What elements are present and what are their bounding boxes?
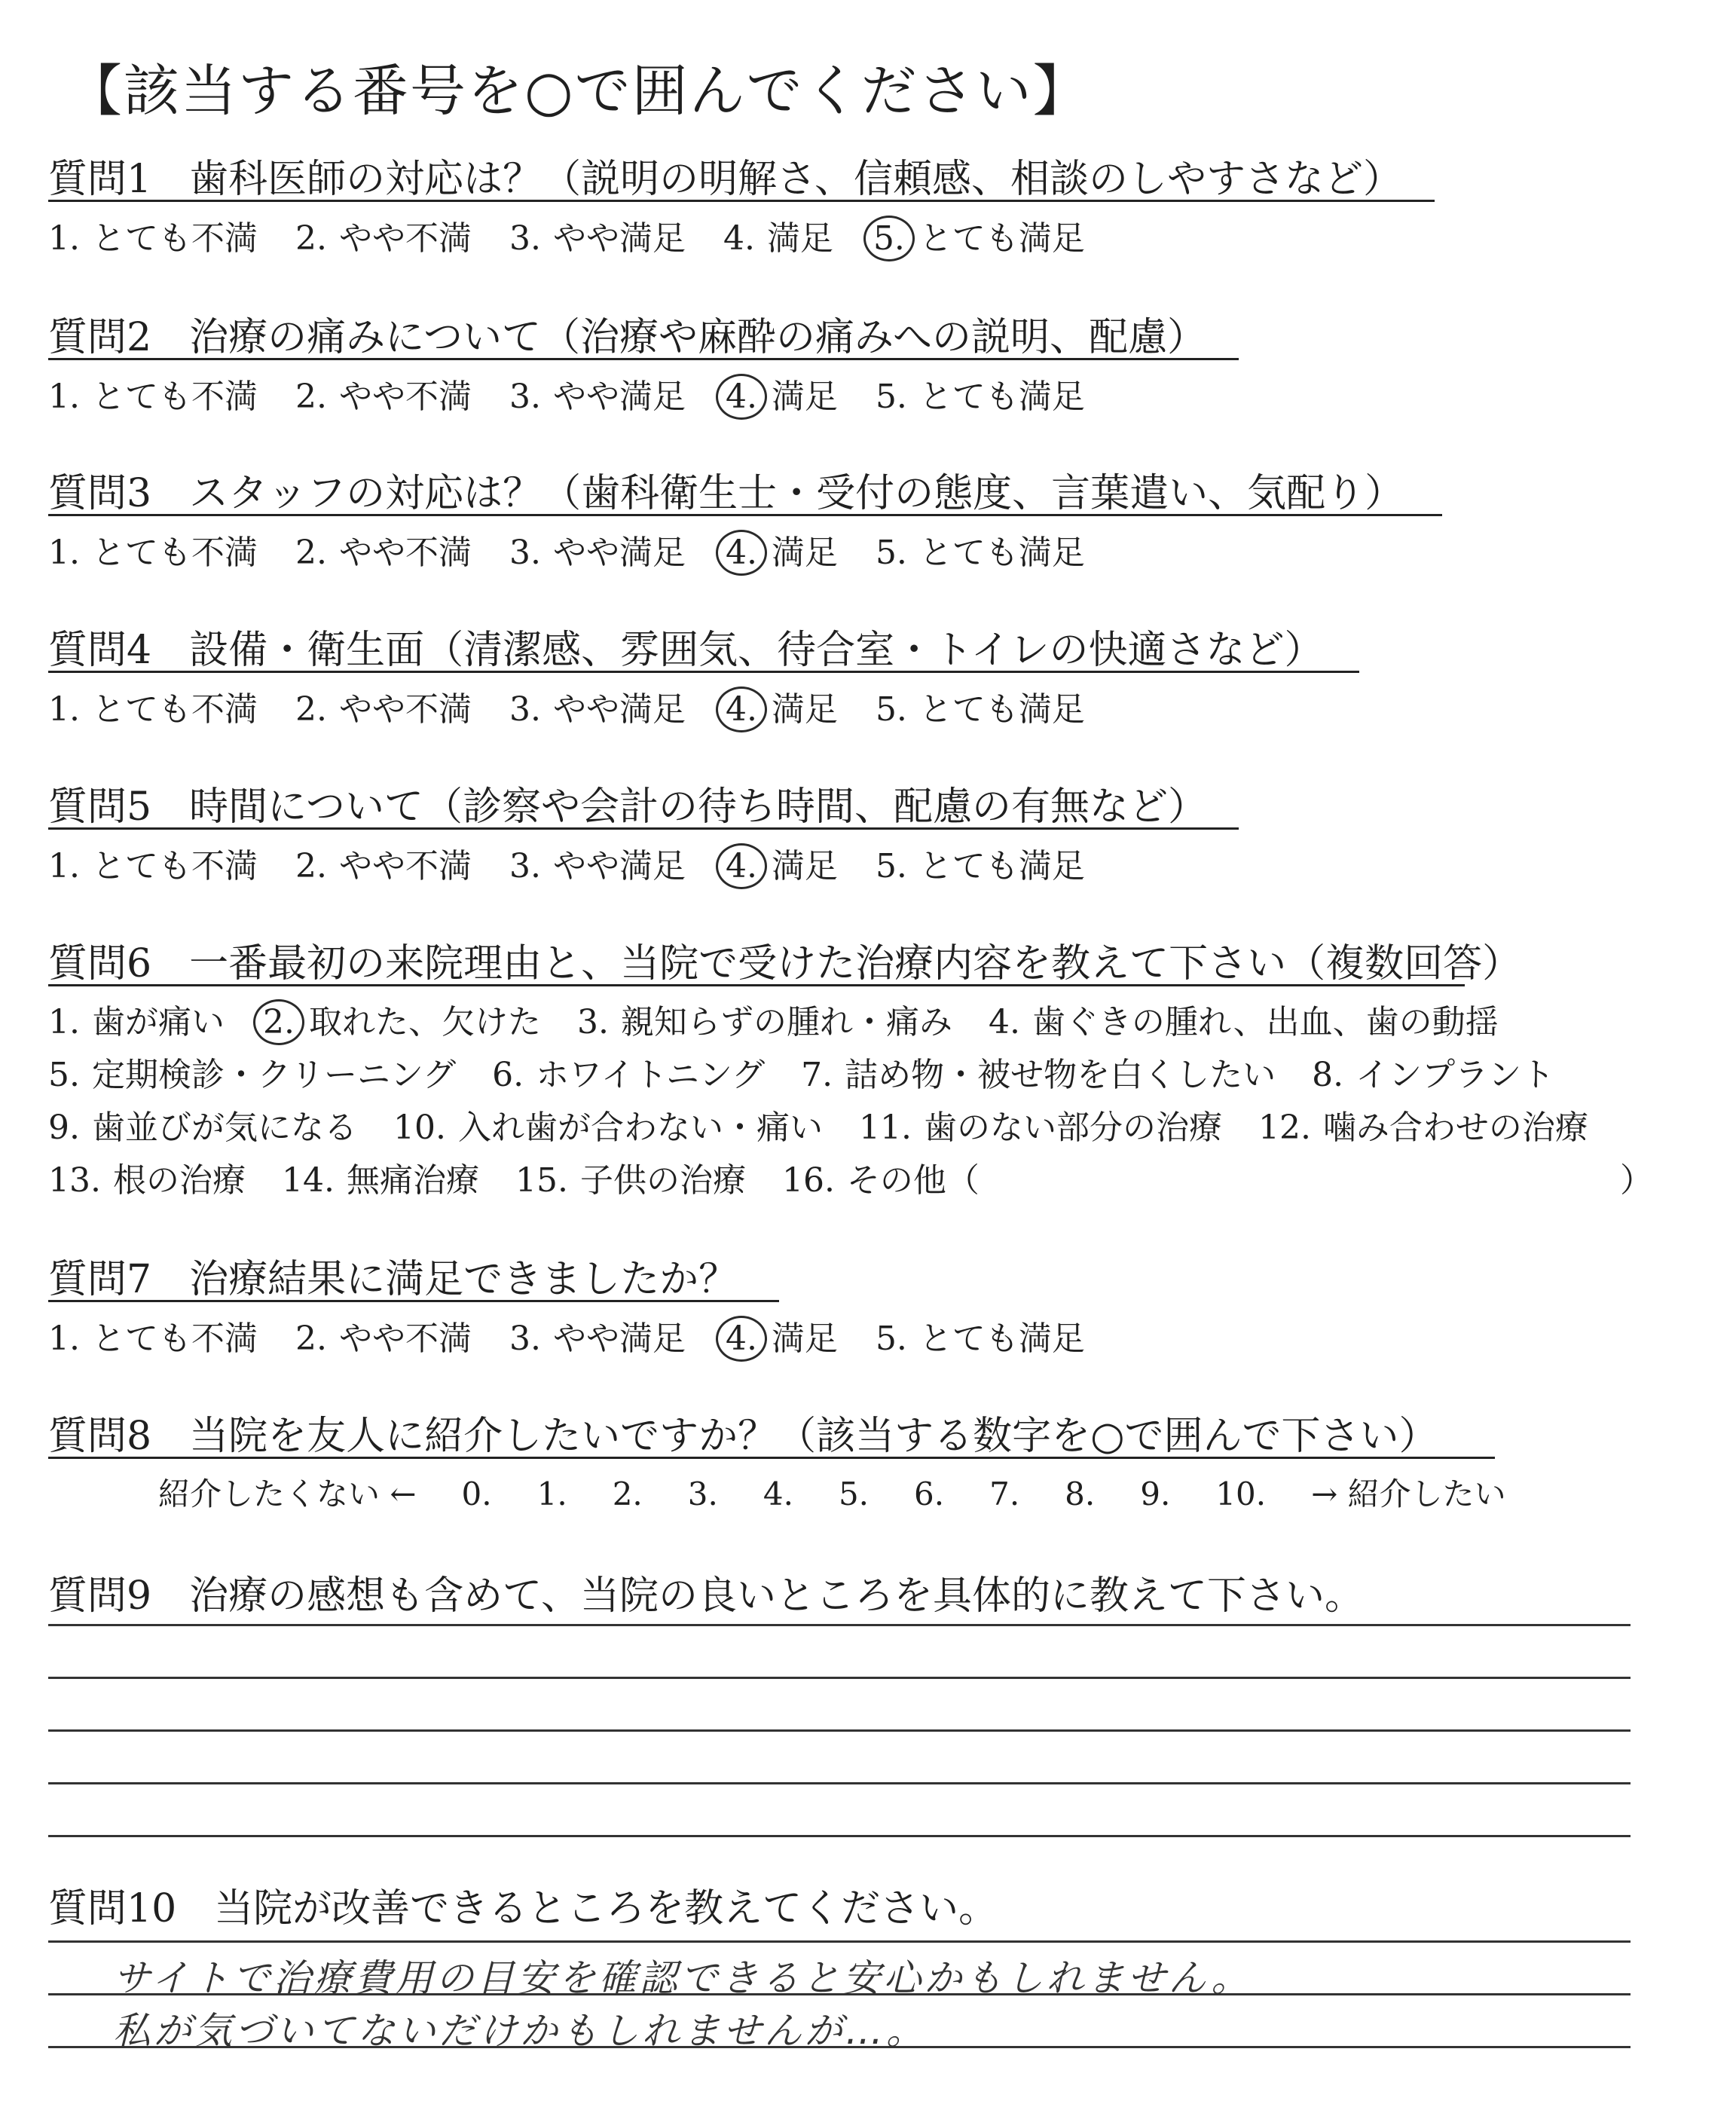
rating-option-3[interactable] [509,682,686,730]
answer-line[interactable] [48,1835,1631,1837]
question-label: 質問9 [48,1573,152,1619]
rating-options-4 [48,682,1123,732]
option-label: やや不満 [338,690,472,729]
question-underline [48,984,1465,986]
question-label: 質問4 [48,628,152,673]
option-number: 3. [509,378,541,416]
option-label: やや不満 [338,534,472,572]
scale-option-3[interactable]: 3. [687,1475,718,1512]
question-2-heading [48,305,1206,362]
option-label: とても不満 [91,847,258,885]
rating-option-5[interactable] [876,839,1085,887]
q6-option-10[interactable] [393,1100,823,1148]
option-label: 親知らずの腫れ・痛み [620,1003,952,1041]
rating-options-5 [48,839,1123,889]
answer-line[interactable] [48,1940,1631,1943]
answer-line[interactable] [48,1729,1631,1732]
rating-option-5[interactable] [871,211,1085,261]
selected-number-circle: 4. [716,530,767,576]
option-label: やや満足 [552,534,686,572]
scale-option-9[interactable]: 9. [1140,1475,1171,1512]
option-number: 15. [515,1161,568,1200]
q6-option-3[interactable] [577,995,952,1043]
handwritten-answer-line-1: サイトで治療費用の目安を確認できると安心かもしれません。 [113,1956,1252,2000]
option-label: やや不満 [338,378,472,416]
scale-right-label: → 紹介したい [1311,1475,1506,1512]
option-label: とても満足 [918,1320,1085,1358]
option-label: とても満足 [918,219,1085,258]
scale-option-2[interactable]: 2. [612,1475,643,1512]
rating-option-5[interactable] [876,1311,1085,1359]
option-number: 2. [295,690,327,729]
q6-options-row [48,1100,1624,1148]
option-label: やや満足 [552,378,686,416]
question-label: 質問6 [48,941,152,986]
rating-option-2[interactable] [295,682,472,730]
answer-line[interactable] [48,1677,1631,1679]
question-text: スタッフの対応は？（歯科衛生士・受付の態度、言葉遣い、気配り） [189,471,1404,516]
option-label: やや不満 [338,219,472,258]
option-number: 1. [48,534,80,572]
selected-number-circle: 4. [716,687,767,732]
question-text: 一番最初の来院理由と、当院で受けた治療内容を教えて下さい（複数回答） [189,941,1522,986]
scale-left-label: 紹介したくない ← [158,1475,417,1512]
option-number: 3. [509,1320,541,1358]
option-label: ホワイトニング [536,1056,766,1094]
question-underline [48,671,1359,673]
rating-option-1[interactable] [48,525,258,573]
question-text: 当院を友人に紹介したいですか？（該当する数字を○で囲んで下さい） [189,1414,1438,1459]
option-number: 1. [48,690,80,729]
option-label: 無痛治療 [346,1161,479,1200]
rating-option-5[interactable] [876,525,1085,573]
rating-options-2 [48,369,1123,420]
option-number: 3. [509,219,541,258]
option-label: やや満足 [552,847,686,885]
scale-option-1[interactable]: 1. [536,1475,567,1512]
option-label: やや満足 [552,1320,686,1358]
option-number: 2. [295,219,327,258]
rating-option-4[interactable] [723,525,838,576]
rating-option-3[interactable] [509,211,686,259]
q6-options-row [48,1153,1016,1201]
option-number: 5. [48,1056,80,1094]
scale-option-7[interactable]: 7. [989,1475,1020,1512]
question-1-heading [48,147,1402,203]
option-label: 子供の治療 [579,1161,746,1200]
question-text: 治療結果に満足できましたか？ [189,1257,738,1302]
option-label: 満足 [771,378,838,416]
question-7-heading [48,1247,738,1304]
question-label: 質問3 [48,471,152,516]
scale-option-4[interactable]: 4. [763,1475,793,1512]
q6-option-16[interactable] [782,1153,980,1201]
option-label: 満足 [771,847,838,885]
option-label: とても満足 [918,847,1085,885]
option-number: 8. [1312,1056,1344,1094]
option-label: とても不満 [91,219,258,258]
question-underline [48,200,1435,202]
rating-option-4[interactable] [723,682,838,732]
rating-option-4[interactable] [723,369,838,420]
question-9-heading [48,1564,1364,1620]
question-8-heading [48,1404,1438,1460]
option-number: 5. [875,534,907,572]
option-number: 3. [509,847,541,885]
question-underline [48,827,1239,830]
option-number: 4. [988,1003,1020,1041]
option-number: 2. [295,378,327,416]
option-label: やや不満 [338,847,472,885]
option-number: 3. [509,690,541,729]
rating-option-1[interactable] [48,1311,258,1359]
scale-option-6[interactable]: 6. [914,1475,945,1512]
question-text: 設備・衛生面（清潔感、雰囲気、待合室・トイレの快適さなど） [189,628,1324,673]
rating-option-3[interactable] [509,525,686,573]
option-label: とても不満 [91,534,258,572]
option-label: 入れ歯が合わない・痛い [457,1109,823,1147]
question-text: 当院が改善できるところを教えてください。 [214,1886,998,1931]
option-number: 10. [393,1109,446,1147]
option-label: 歯ぐきの腫れ、出血、歯の動揺 [1032,1003,1499,1041]
rating-option-1[interactable] [48,682,258,730]
option-number: 14. [281,1161,335,1200]
q6-option-9[interactable] [48,1100,357,1148]
question-underline [48,1300,779,1302]
question-10-heading [48,1876,998,1933]
option-label: 歯のない部分の治療 [923,1109,1222,1147]
option-number: 1. [48,1320,80,1358]
rating-option-5[interactable] [876,682,1085,730]
question-5-heading [48,775,1207,831]
option-number: 3. [576,1003,609,1041]
scale-option-10[interactable]: 10. [1215,1475,1267,1512]
question-underline [48,1457,1495,1459]
answer-line[interactable] [48,1624,1631,1626]
q6-option-14[interactable] [282,1153,479,1201]
option-label: やや不満 [338,1320,472,1358]
question-text: 歯科医師の対応は？（説明の明解さ、信頼感、相談のしやすさなど） [189,157,1403,202]
option-number: 1. [48,378,80,416]
option-number: 1. [48,847,80,885]
option-label: 満足 [771,534,838,572]
q6-option-6[interactable] [492,1047,765,1096]
option-label: とても満足 [918,534,1085,572]
option-number: 11. [858,1109,912,1147]
option-label: 詰め物・被せ物を白くしたい [845,1056,1276,1094]
option-label: 取れた、欠けた [308,1003,541,1041]
option-number: 3. [509,534,541,572]
option-number: 5. [875,847,907,885]
option-number: 2. [295,847,327,885]
q6-option-12[interactable] [1258,1100,1588,1148]
question-underline [48,514,1442,516]
option-number: 2. [295,534,327,572]
answer-line[interactable] [48,1782,1631,1784]
q6-option-5[interactable] [48,1047,456,1096]
rating-option-1[interactable] [48,839,258,887]
rating-options-7 [48,1311,1123,1362]
option-label: やや満足 [552,690,686,729]
option-label: 満足 [771,690,838,729]
q8-scale [158,1469,1551,1515]
question-label: 質問2 [48,315,152,360]
option-number: 12. [1258,1109,1311,1147]
rating-option-5[interactable] [876,369,1085,417]
scale-option-0[interactable]: 0. [461,1475,492,1512]
option-number: 1. [48,219,80,258]
question-label: 質問5 [48,784,152,830]
option-label: 根の治療 [112,1161,246,1200]
option-number: 1. [48,1003,80,1041]
question-6-heading [48,931,1521,988]
q6-option-15[interactable] [515,1153,746,1201]
question-3-heading [48,461,1404,518]
rating-option-1[interactable] [48,211,258,259]
option-number: 5. [875,378,907,416]
question-4-heading [48,618,1324,674]
question-underline [48,358,1239,360]
q6-option-13[interactable] [48,1153,246,1201]
q6-option-4[interactable] [989,995,1499,1043]
q6-option-8[interactable] [1312,1047,1554,1096]
option-label: とても不満 [91,1320,258,1358]
q6-options-row [48,1047,1591,1096]
q6-option-7[interactable] [801,1047,1276,1096]
option-label: 歯並びが気になる [91,1109,357,1147]
handwritten-answer-line-2: 私が気づいてないだけかもしれませんが…。 [113,2009,927,2053]
question-label: 質問1 [48,157,152,202]
q6-options-row [48,995,1535,1045]
option-label: とても満足 [918,378,1085,416]
rating-option-2[interactable] [295,211,472,259]
question-text: 時間について（診察や会計の待ち時間、配慮の有無など） [189,784,1208,830]
option-label: 歯が痛い [91,1003,225,1041]
rating-option-4[interactable] [723,1311,838,1362]
question-text: 治療の痛みについて（治療や麻酔の痛みへの説明、配慮） [189,315,1207,360]
rating-options-1 [48,211,1123,261]
question-label: 質問8 [48,1414,152,1459]
option-label: 定期検診・クリーニング [91,1056,457,1094]
rating-option-3[interactable] [509,839,686,887]
option-number: 13. [48,1161,101,1200]
option-label: インプラント [1355,1056,1555,1094]
option-label: とても不満 [91,690,258,729]
option-label: 満足 [766,219,833,258]
option-number: 16. [781,1161,835,1200]
rating-option-4[interactable] [723,211,833,259]
selected-number-circle: 4. [716,843,767,889]
option-label: とても不満 [91,378,258,416]
rating-options-3 [48,525,1123,576]
page-title: 【該当する番号を○で囲んでください】 [66,59,1090,124]
rating-option-4[interactable] [723,839,838,889]
rating-option-2[interactable] [295,839,472,887]
question-label: 質問7 [48,1257,152,1302]
scale-option-5[interactable]: 5. [838,1475,870,1512]
option-label: とても満足 [918,690,1085,729]
option-number: 4. [723,219,755,258]
selected-number-circle: 4. [716,1316,767,1362]
scale-option-8[interactable]: 8. [1065,1475,1096,1512]
option-number: 6. [492,1056,524,1094]
option-number: 5. [875,1320,907,1358]
option-label: やや満足 [552,219,686,258]
rating-option-2[interactable] [295,1311,472,1359]
selected-number-circle: 5. [863,216,915,261]
selected-number-circle: 4. [716,374,767,420]
option-label: 噛み合わせの治療 [1322,1109,1588,1147]
option-number: 9. [48,1109,80,1147]
q6-option-2[interactable] [261,995,541,1045]
option-number: 7. [801,1056,833,1094]
question-label: 質問10 [48,1886,177,1931]
rating-option-3[interactable] [509,1311,686,1359]
question-text: 治療の感想も含めて、当院の良いところを具体的に教えて下さい。 [189,1573,1365,1619]
q6-option-11[interactable] [859,1100,1222,1148]
option-label: その他（ [846,1161,980,1200]
option-number: 2. [295,1320,327,1358]
rating-option-1[interactable] [48,369,258,417]
q6-option-1[interactable] [48,995,225,1043]
rating-option-2[interactable] [295,525,472,573]
selected-number-circle: 2. [253,999,304,1045]
rating-option-2[interactable] [295,369,472,417]
rating-option-3[interactable] [509,369,686,417]
option-label: 満足 [771,1320,838,1358]
option-number: 5. [875,690,907,729]
q6-other-close-paren: ） [1620,1161,1653,1200]
